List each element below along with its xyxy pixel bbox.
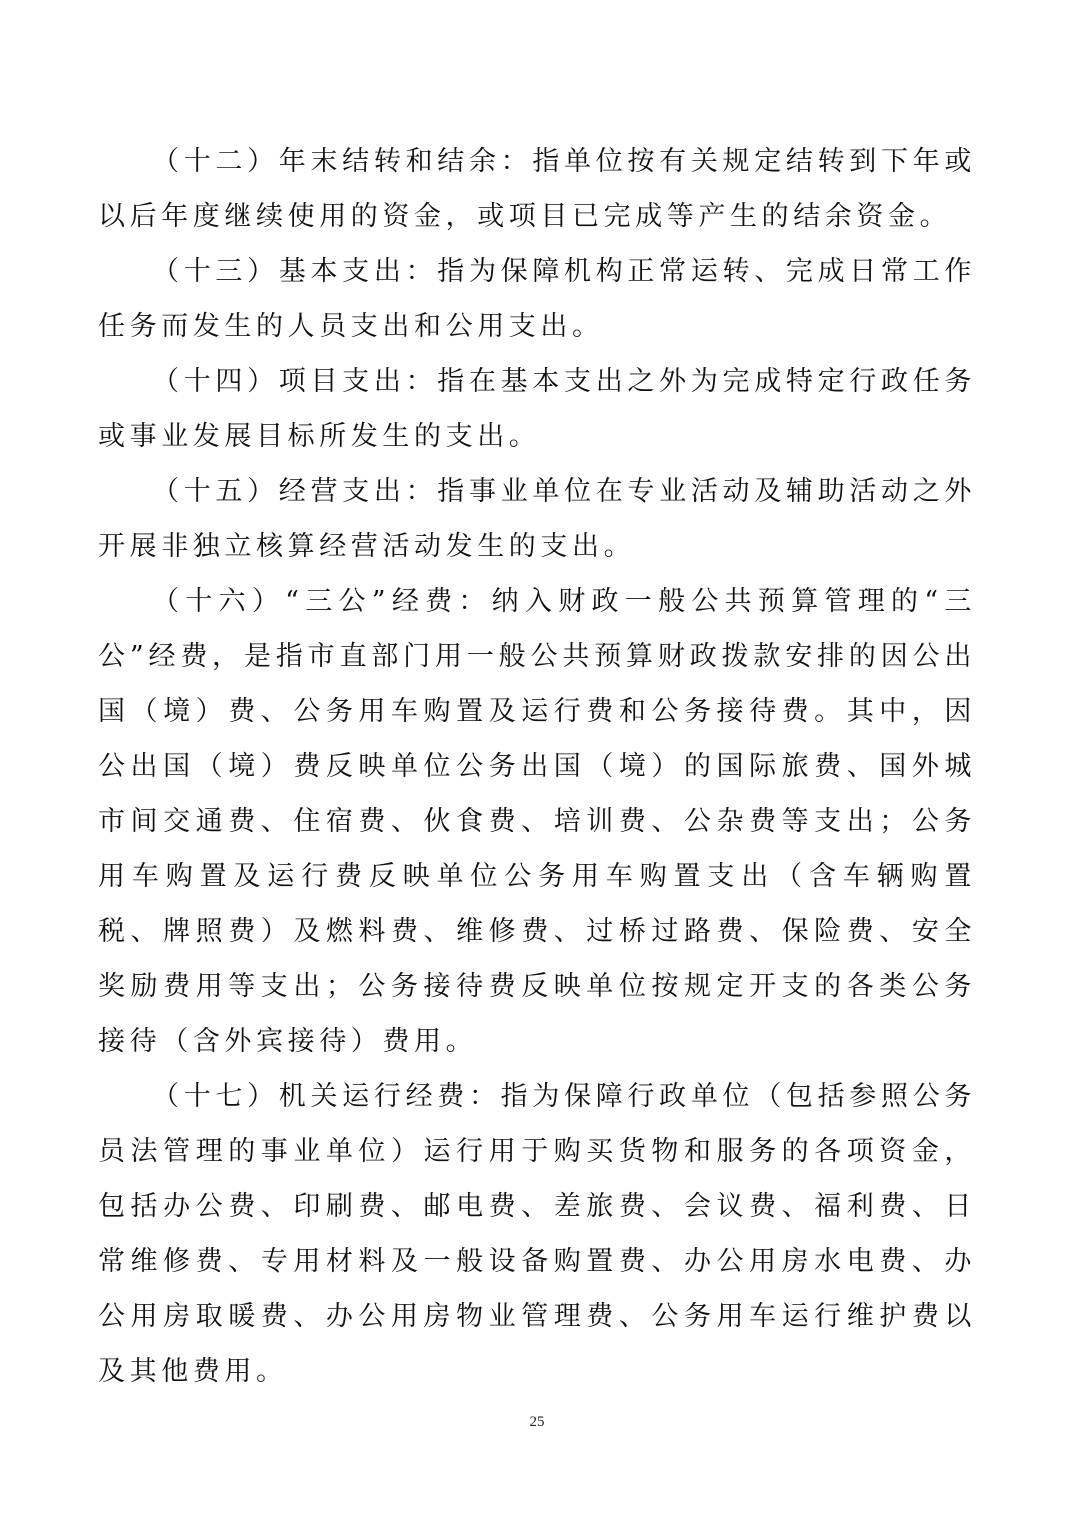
paragraph-project-expenditure: （十四）项目支出：指在基本支出之外为完成特定行政任务或事业发展目标所发生的支出。 (98, 366, 976, 452)
paragraph-basic-expenditure: （十三）基本支出：指为保障机构正常运转、完成日常工作任务而发生的人员支出和公用支出。 (98, 256, 976, 342)
document-body (98, 134, 976, 1399)
paragraph-operating-expenditure: （十五）经营支出：指事业单位在专业活动及辅助活动之外开展非独立核算经营活动发生的支出。 (98, 476, 976, 562)
paragraph-agency-operating-funds: （十七）机关运行经费：指为保障行政单位（包括参照公务员法管理的事业单位）运行用于购买货物和服务的各项资金，包括办公费、印刷费、邮电费、差旅费、会议费、福利费、日常维修费、专用材料及一般设备购置费、办公用房水电费、办公用房取暖费、办公用房物业管理费、公务用车运行维护费以及其他费用。 (98, 1081, 976, 1387)
paragraph-year-end-carryover: （十二）年末结转和结余：指单位按有关规定结转到下年或以后年度继续使用的资金，或项目已完成等产生的结余资金。 (98, 146, 976, 232)
paragraph-three-public-expenses: （十六）“三公”经费：纳入财政一般公共预算管理的“三公”经费，是指市直部门用一般公共预算财政拨款安排的因公出国（境）费、公务用车购置及运行费和公务接待费。其中，因公出国（境）费反映单位公务出国（境）的国际旅费、国外城市间交通费、住宿费、伙食费、培训费、公杂费等支出；公务用车购置及运行费反映单位公务用车购置支出（含车辆购置税、牌照费）及燃料费、维修费、过桥过路费、保险费、安全奖励费用等支出；公务接待费反映单位按规定开支的各类公务接待（含外宾接待）费用。 (98, 586, 976, 1057)
page-number: 25 (529, 1414, 545, 1430)
